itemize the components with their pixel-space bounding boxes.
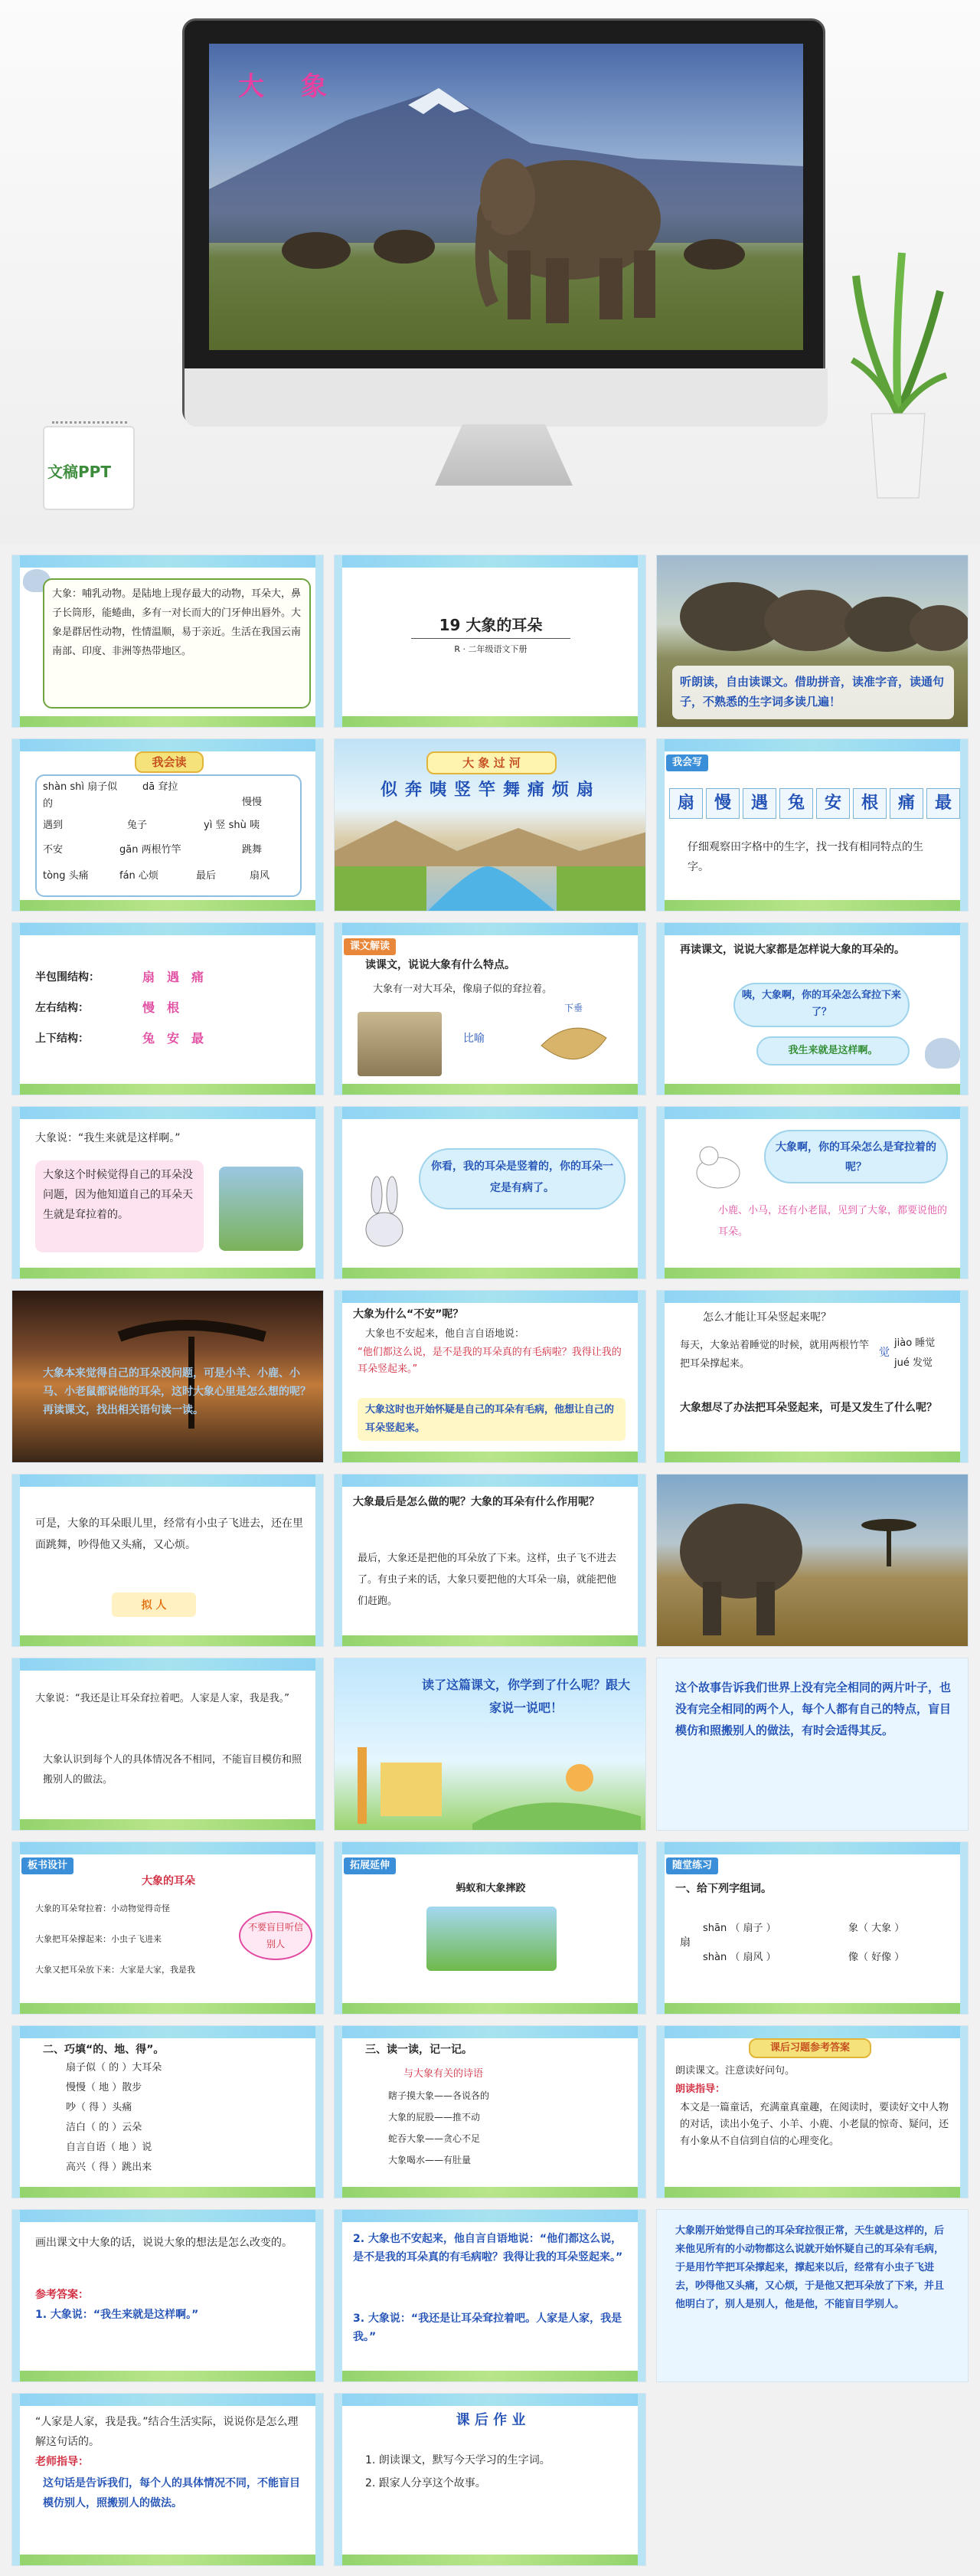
practice-char: 扇 (680, 1936, 691, 1949)
answer-key-label: 朗读指导： (675, 2083, 726, 2095)
slide-lesson-moral[interactable] (656, 1658, 969, 1831)
summary-answer: 大象刚开始觉得自己的耳朵耷拉很正常，天生就是这样的，后来他见所有的小动物都这么说就开始怀疑自己的耳朵有毛病，于是用竹竿把耳朵撑起来，撑起来以后，经常有小虫子飞进去，吵得他又头痛，又心烦，于是他又把耳朵放了下来，并且他明白了，别人是别人，他是他，不能盲目学别人。 (675, 2225, 945, 2310)
homework-title: 课 后 作 业 (456, 2412, 526, 2428)
elephant-thought: 大象这个时候觉得自己的耳朵没问题，因为他知道自己的耳朵天生就是耷拉着的。 (43, 1169, 193, 1221)
slide-practice-1[interactable] (656, 1841, 969, 2015)
slide-answer-key-5[interactable] (11, 2393, 324, 2566)
uneasy-line-1: 大象也不安起来，他自言自语地说： (365, 1328, 525, 1340)
i-am-me-explanation: 大象认识到每个人的具体情况各不相同，不能盲目模仿和照搬别人的做法。 (43, 1754, 302, 1786)
change-answer-2: 2. 大象也不安起来，他自言自语地说：“他们都这么说，是不是我的耳朵真的有毛病啦？我得让我的耳朵竖起来。” (353, 2233, 623, 2263)
write-char: 最 (926, 788, 960, 819)
write-char: 根 (853, 788, 887, 819)
practice-answer-1: shān （ 扇子 ） (703, 1923, 776, 1934)
hero-banner (0, 0, 980, 544)
monitor (182, 18, 825, 470)
understanding-question: “人家是人家，我是我。”结合生活实际，说说你是怎么理解这句话的。 (35, 2416, 299, 2448)
slide-rabbit-says[interactable] (334, 1106, 646, 1279)
idiom-title: 与大象有关的诗语 (403, 2068, 484, 2080)
slide-sunset-reflection[interactable] (11, 1290, 324, 1463)
read-word-1: shàn shì 扇子似的 (43, 781, 118, 810)
extension-tag: 拓展延伸 (344, 1858, 396, 1874)
read-word-8: gān 两根竹竿 (119, 844, 181, 856)
rabbit-icon (358, 1176, 411, 1252)
slide-elephant-intro[interactable] (11, 555, 324, 728)
fill-item-6: 高兴（ 得 ）跳出来 (66, 2162, 152, 2173)
lesson-title: 19 大象的耳朵 (439, 616, 543, 634)
practice-question: 一、给下列字组词。 (675, 1883, 772, 1895)
slide-i-am-me[interactable] (11, 1658, 324, 1831)
structure-label-2: 左右结构： (35, 1002, 89, 1014)
board-row-1: 大象的耳朵耷拉着：小动物觉得奇怪 (35, 1903, 170, 1913)
slide-reading-photo[interactable] (656, 555, 969, 728)
practice-answer-3: 象（ 大象 ） (848, 1923, 905, 1934)
read-word-10: tòng 头痛 (43, 870, 89, 882)
extension-video-thumb[interactable] (426, 1907, 557, 1971)
jue-pinyin: jué 发觉 (894, 1357, 933, 1369)
river-banner: 大 象 过 河 (426, 751, 557, 774)
slide-answer-key-2[interactable] (11, 2209, 324, 2382)
fill-item-2: 慢慢（ 地 ）散步 (66, 2082, 142, 2093)
monitor-stand (435, 424, 573, 486)
board-row-3: 大象又把耳朵放下来：大家是大家，我是我 (35, 1965, 195, 1975)
savanna-elephant-photo (657, 1475, 969, 1647)
slide-practice-3[interactable] (334, 2025, 646, 2198)
homework-item-1: 1. 朗读课文，默写今天学习的生字词。 (365, 2454, 550, 2466)
fill-item-4: 洁白（ 的 ）云朵 (66, 2122, 142, 2133)
uneasy-note: 大象这时也开始怀疑是自己的耳朵有毛病，他想让自己的耳朵竖起来。 (365, 1404, 615, 1434)
change-question: 画出课文中大象的话，说说大象的想法是怎么改变的。 (35, 2237, 292, 2249)
slide-title[interactable] (334, 555, 646, 728)
jue-char: 觉 (879, 1347, 890, 1359)
elephant-cartoon (219, 1167, 303, 1251)
slide-others-say[interactable] (656, 922, 969, 1095)
cover-title: 大 象 (238, 71, 341, 102)
slide-homework[interactable] (334, 2393, 646, 2566)
fill-item-1: 扇子似（ 的 ）大耳朵 (66, 2062, 162, 2074)
practice-answer-4: 像（ 好像 ） (848, 1952, 905, 1963)
ears-line: 每天，大象站着睡觉的时候，就用两根竹竿把耳朵撑起来。 (680, 1340, 870, 1370)
board-title: 大象的耳朵 (142, 1875, 195, 1887)
rabbit-bubble-text: 你看，我的耳朵是竖着的，你的耳朵一定是有病了。 (431, 1160, 613, 1194)
practice-answer-2: shàn （ 扇风 ） (703, 1952, 776, 1963)
board-row-2: 大象把耳朵撑起来：小虫子飞进来 (35, 1934, 162, 1944)
elephant-quote: 大象说：“我生来就是这样啊。” (35, 1132, 181, 1144)
finally-text: 最后，大象还是把他的耳朵放了下来。这样，虫子飞不进去了。有虫子来的话，大象只要把他的大耳朵一扇，就能把他们赶跑。 (358, 1553, 617, 1607)
extension-title: 蚂蚁和大象摔跤 (456, 1883, 526, 1894)
slide-animals-ask[interactable] (656, 1106, 969, 1279)
practice-tag: 随堂练习 (666, 1858, 718, 1874)
slide-text-reading[interactable] (334, 922, 646, 1095)
write-char: 扇 (669, 788, 703, 819)
playground-illustration (335, 1724, 646, 1831)
slide-i-can-write[interactable] (656, 738, 969, 912)
monitor-chin (185, 368, 828, 427)
brand-logo-text: 文稿PPT (47, 463, 111, 481)
read-word-7: 不安 (43, 844, 64, 856)
reading-line: 大象有一对大耳朵，像扇子似的耷拉着。 (373, 984, 553, 995)
slide-i-can-read[interactable] (11, 738, 324, 912)
reading-instruction: 听朗读，自由读课文。借助拼音，读准字音，读通句子，不熟悉的生字词多读几遍！ (680, 675, 945, 709)
read-banner: 我会读 (135, 751, 204, 773)
reading-tag: 课文解读 (344, 938, 396, 955)
idiom-item-1: 瞎子摸大象——各说各的 (388, 2090, 490, 2101)
animals-text: 小鹿、小马，还有小老鼠，见到了大象，都要说他的耳朵。 (718, 1205, 948, 1238)
uneasy-line-2: “他们都这么说，是不是我的耳朵真的有毛病啦？我得让我的耳朵竖起来。” (358, 1347, 622, 1375)
idiom-item-2: 大象的屁股——推不动 (388, 2112, 481, 2123)
animals-bubble-text: 大象啊，你的耳朵怎么是耷拉着的呢？ (776, 1141, 936, 1173)
answer-key-banner: 课后习题参考答案 (749, 2038, 871, 2058)
teacher-guide-label: 老师指导： (35, 2456, 89, 2468)
structure-value-2: 慢 根 (142, 1000, 180, 1015)
personification-label: 拟 人 (141, 1599, 167, 1612)
structure-label-1: 半包围结构： (35, 971, 100, 984)
slide-practice-2[interactable] (11, 2025, 324, 2198)
structure-value-3: 兔 安 最 (142, 1031, 204, 1046)
board-side-note: 不要盲目听信别人 (247, 1922, 303, 1949)
write-instruction: 仔细观察田字格中的生字，找一找有相同特点的生字。 (688, 841, 923, 873)
uneasy-question: 大象为什么“不安”呢？ (353, 1308, 464, 1321)
read-word-6: yì 竖 shù 咦 (204, 820, 260, 831)
elephant-herd-photo (657, 555, 969, 670)
slide-board-design[interactable] (11, 1841, 324, 2015)
cover-slide[interactable] (209, 44, 803, 350)
bubble-text-1: 咦，大象啊，你的耳朵怎么耷拉下来了？ (741, 990, 901, 1018)
write-char-grid (669, 788, 968, 819)
fill-item-3: 吵（ 得 ）头痛 (66, 2102, 132, 2113)
slide-structure[interactable] (11, 922, 324, 1095)
others-question: 再读课文，说说大家都是怎样说大象的耳朵的。 (680, 944, 905, 956)
fill-item-5: 自言自语（ 地 ）说 (66, 2142, 152, 2153)
write-char: 慢 (706, 788, 740, 819)
potted-plant-icon (848, 230, 948, 506)
write-char: 安 (816, 788, 850, 819)
read-word-4: 遇到 (43, 820, 64, 831)
change-answer-1: 1. 大象说：“我生来就是这样啊。” (35, 2309, 199, 2321)
jiao-pinyin: jiào 睡觉 (894, 1337, 936, 1349)
read-word-2: dā 耷拉 (142, 781, 178, 793)
read-word-12: 最后 (196, 870, 217, 882)
river-illustration (335, 820, 646, 912)
reflection-text: 大象本来觉得自己的耳朵没问题，可是小羊、小鹿、小马、小老鼠都说他的耳朵，这时大象心里是怎么想的呢？再读课文，找出相关语句读一读。 (43, 1367, 311, 1416)
structure-value-1: 扇 遇 痛 (142, 970, 204, 984)
ears-question-2: 大象想尽了办法把耳朵竖起来，可是又发生了什么呢？ (680, 1402, 937, 1414)
read-word-5: 兔子 (127, 820, 148, 831)
monitor-bezel (182, 18, 825, 424)
read-word-3: 慢慢 (242, 797, 263, 808)
structure-label-3: 上下结构： (35, 1033, 89, 1045)
change-answer-3: 3. 大象说：“我还是让耳朵耷拉着吧。人家是人家，我是我。” (353, 2313, 622, 2343)
slide-bugs[interactable] (11, 1474, 324, 1647)
homework-item-2: 2. 跟家人分享这个故事。 (365, 2477, 486, 2489)
slide-finally[interactable] (334, 1474, 646, 1647)
fill-question: 二、巧填“的、地、得”。 (43, 2044, 165, 2056)
intro-text: 大象：哺乳动物。是陆地上现存最大的动物，耳朵大，鼻子长筒形，能蜷曲，多有一对长而大的门牙伸出唇外。大象是群居性动物，性情温顺，易于亲近。生活在我国云南南部、印度、非洲等热带地区。 (52, 588, 302, 657)
slide-what-learned[interactable] (334, 1658, 646, 1831)
answer-key-text: 本文是一篇童话，充满童真童趣，在阅读时，要读好文中人物的对话，读出小兔子、小羊、小鹿、小老鼠的惊奇、疑问，还有小象从不自信到自信的心理变化。 (680, 2102, 949, 2147)
board-tag: 板书设计 (21, 1858, 74, 1874)
slide-extension[interactable] (334, 1841, 646, 2015)
bubble-text-2: 我生来就是这样啊。 (788, 1045, 878, 1056)
elephant-thumbnail (358, 1012, 442, 1076)
slide-answer-key-3[interactable] (334, 2209, 646, 2382)
moral-text: 这个故事告诉我们世界上没有完全相同的两片叶子，也没有完全相同的两个人，每个人都有自己的特点，盲目模仿和照搬别人的做法，有时会适得其反。 (675, 1681, 952, 1737)
fan-icon (534, 1015, 610, 1076)
read-word-11: fán 心烦 (119, 870, 158, 882)
slide-answer-key-4[interactable] (656, 2209, 969, 2382)
compare-label: 比喻 (463, 1033, 485, 1045)
read-word-9: 跳舞 (242, 844, 263, 856)
write-tag: 我会写 (666, 754, 708, 771)
write-char: 兔 (779, 788, 813, 819)
slide-ears-up[interactable] (656, 1290, 969, 1463)
droop-label: 下垂 (564, 1003, 583, 1013)
reading-question: 读课文，说说大象有什么特点。 (365, 959, 515, 971)
learned-prompt: 读了这篇课文，你学到了什么呢？跟大家说一说吧！ (421, 1678, 630, 1715)
ears-question-1: 怎么才能让耳朵竖起来呢？ (703, 1311, 831, 1324)
slide-answer-key-1[interactable] (656, 2025, 969, 2198)
goat-icon (688, 1134, 749, 1196)
river-chars: 似奔咦竖竿舞痛烦扇 (380, 781, 601, 800)
i-am-me-quote: 大象说：“我还是让耳朵耷拉着吧。人家是人家，我是我。” (35, 1693, 289, 1704)
slide-cross-river-game[interactable] (334, 738, 646, 912)
bugs-text: 可是，大象的耳朵眼儿里，经常有小虫子飞进去，还在里面跳舞，吵得他又头痛，又心烦。 (35, 1517, 303, 1551)
answer-key-question: 朗读课文。注意读好问句。 (675, 2065, 795, 2077)
idiom-item-3: 蛇吞大象——贪心不足 (388, 2133, 481, 2144)
elephant-icon (925, 1038, 960, 1069)
finally-question: 大象最后是怎么做的呢？大象的耳朵有什么作用呢？ (353, 1496, 599, 1508)
slide-why-uneasy[interactable] (334, 1290, 646, 1463)
slide-elephant-photo[interactable] (656, 1474, 969, 1647)
slide-elephant-says[interactable] (11, 1106, 324, 1279)
idiom-question: 三、读一读，记一记。 (365, 2044, 472, 2056)
read-word-13: 扇风 (250, 870, 270, 882)
write-char: 遇 (743, 788, 776, 819)
lesson-subtitle: R · 二年级语文下册 (454, 644, 528, 654)
write-char: 痛 (890, 788, 923, 819)
teacher-guide-text: 这句话是告诉我们，每个人的具体情况不同，不能盲目模仿别人，照搬别人的做法。 (43, 2477, 300, 2509)
title-divider (411, 638, 570, 639)
change-label: 参考答案： (35, 2289, 89, 2301)
idiom-item-4: 大象喝水——有肚量 (388, 2155, 472, 2165)
